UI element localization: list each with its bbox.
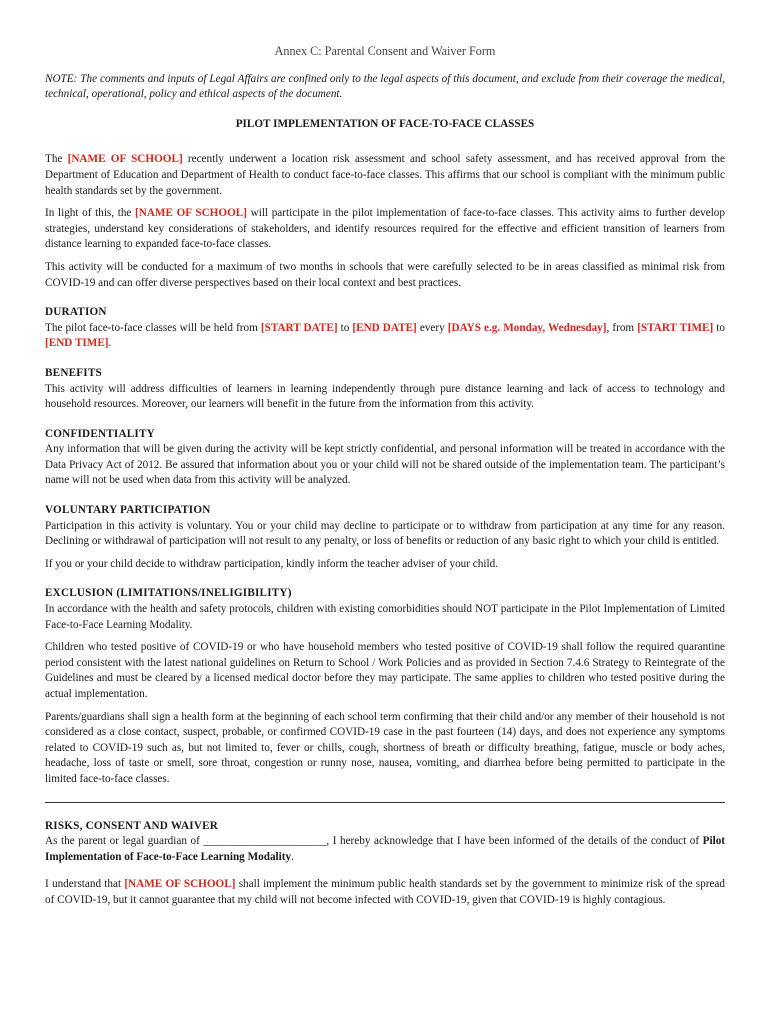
end-date-placeholder[interactable]: [END DATE] — [352, 321, 417, 334]
exclusion-heading: EXCLUSION (LIMITATIONS/INELIGIBILITY) — [45, 587, 292, 600]
exclusion-text-2: Children who tested positive of COVID-19 or who have household members who tested positive of COVID-19 shall follow the required quarantine period consistent with the latest national guidelines on Return to School / Work Policies and as provided in Section 7.4.6 Strategy to Reintegrate of the Guidelines and must be cleared by a licensed medical doctor before they may participate. The same applies to children who tested positive during the actual implementation. — [45, 641, 725, 700]
voluntary-text-1: Participation in this activity is voluntary. You or your child may decline to participate or to withdraw from participation at any time for any reason. Declining or withdrawal of participation will not result to any penalty, or loss of benefits or reduction of any basic right to which your child is entitled. — [45, 519, 725, 548]
legal-note: NOTE: The comments and inputs of Legal Affairs are confined only to the legal aspects of this document, and exclude from their coverage the medical, technical, operational, policy and ethical aspects of the document. — [45, 72, 725, 101]
risks-section — [45, 819, 725, 909]
program-name: Pilot Implementation of Face-to-Face Learning Modality — [45, 835, 726, 863]
exclusion-text-1: In accordance with the health and safety protocols, children with existing comorbidities should NOT participate in the Pilot Implementation of Limited Face-to-Face Learning Modality. — [45, 603, 725, 631]
benefits-text: This activity will address difficulties of learners in learning independently through pure distance learning and lack of access to technology and household resources. Moreover, our learners will benefit in the future from the information from this activity. — [45, 382, 725, 411]
risks-text-1: As the parent or legal guardian of ______________________, I hereby acknowledge that I have been informed of the details of the conduct of Pilot Implementation of Face-to-Face Learning Modality. — [45, 835, 726, 863]
duration-text: The pilot face-to-face classes will be held from [START DATE] to [END DATE] every [DAYS e.g. Monday, Wednesday], from [START TIME] to [END TIME]. — [45, 321, 725, 350]
start-date-placeholder[interactable]: [START DATE] — [260, 321, 338, 334]
confidentiality-heading: CONFIDENTIALITY — [45, 427, 155, 440]
confidentiality-text: Any information that will be given during the activity will be kept strictly confidential, and personal information will be treated in accordance with the Data Privacy Act of 2012. Be assured that information about you or your child will not be shared outside of the implementation team. The participant’s name will not be used when data from this activity will be analyzed. — [45, 443, 725, 487]
child-name-blank[interactable]: ______________________ — [203, 835, 327, 848]
consent-form-page — [45, 44, 725, 916]
school-name-placeholder[interactable]: [NAME OF SCHOOL] — [67, 153, 183, 166]
intro-paragraph-3: This activity will be conducted for a maximum of two months in schools that were carefully selected to be in areas classified as minimal risk from COVID-19 and can offer diverse perspectives based on their local context and best practices. — [45, 260, 725, 289]
annex-title: Annex C: Parental Consent and Waiver Form — [274, 44, 496, 58]
duration-heading: DURATION — [45, 306, 107, 319]
benefits-heading: BENEFITS — [45, 366, 102, 379]
intro-paragraph-1: The [NAME OF SCHOOL] recently underwent a location risk assessment and school safety assessment, and has received approval from the Department of Education and Department of Health to conduct face-to-face classes. This affirms that our school is compliant with the minimum public health standards set by the government. — [45, 153, 725, 197]
voluntary-section — [45, 503, 725, 572]
intro-paragraph-2: In light of this, the [NAME OF SCHOOL] will participate in the pilot implementation of face-to-face classes. This activity aims to further develop strategies, understand key considerations of stakeholders, and identify resources required for the effective and efficient transition of learners from distance learning to expanded face-to-face classes. — [45, 207, 725, 251]
document-heading: PILOT IMPLEMENTATION OF FACE-TO-FACE CLASSES — [235, 117, 535, 130]
end-time-placeholder[interactable]: [END TIME] — [45, 337, 109, 350]
days-placeholder[interactable]: [DAYS e.g. Monday, Wednesday] — [447, 321, 607, 334]
risks-heading: RISKS, CONSENT AND WAIVER — [45, 819, 219, 832]
benefits-section — [45, 366, 725, 413]
school-name-placeholder[interactable]: [NAME OF SCHOOL] — [135, 207, 247, 220]
risks-text-2: I understand that [NAME OF SCHOOL] shall implement the minimum public health standards set by the government to minimize risk of the spread of COVID-19, but it cannot guarantee that my child will not become infected with COVID-19, given that COVID-19 is highly contagious. — [45, 878, 725, 906]
voluntary-heading: VOLUNTARY PARTICIPATION — [45, 504, 211, 517]
duration-section — [45, 305, 725, 352]
school-name-placeholder[interactable]: [NAME OF SCHOOL] — [124, 878, 236, 891]
start-time-placeholder[interactable]: [START TIME] — [637, 321, 714, 334]
voluntary-text-2: If you or your child decide to withdraw participation, kindly inform the teacher adviser of your child. — [45, 557, 498, 570]
section-divider — [45, 802, 725, 803]
confidentiality-section — [45, 427, 725, 489]
exclusion-text-3: Parents/guardians shall sign a health form at the beginning of each school term confirming that their child and/or any member of their household is not considered as a close contact, suspect, probable, or confirmed COVID-19 case in the past fourteen (14) days, and does not experience any symptoms related to COVID-19 such as, but not limited to, fever or chills, cough, shortness of breath or difficulty breathing, fatigue, muscle or body aches, headache, loss of taste or smell, sore throat, congestion or runny nose, nausea, vomiting, and diarrhea before being permitted to participate in the limited face-to-face classes. — [45, 710, 725, 785]
exclusion-section — [45, 586, 725, 787]
